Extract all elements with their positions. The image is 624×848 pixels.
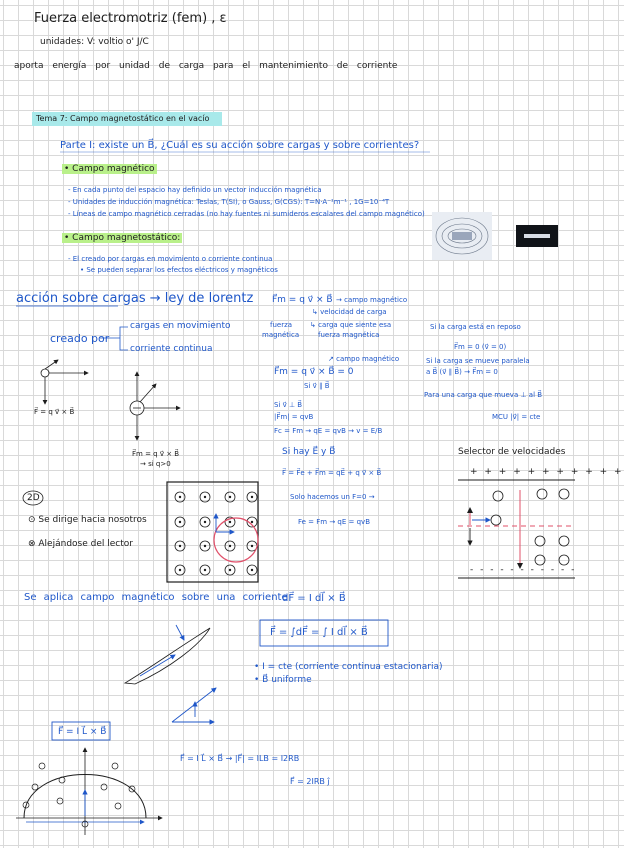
campo-item-2: - Unidades de inducción magnética: Teslas, T(SI), o Gauss, G(CGS): T=N·A⁻¹m⁻¹ , 1G=10⁻⁴T	[68, 198, 390, 206]
cond-2: • B⃗ uniforme	[254, 675, 312, 685]
selector-minus: - - - - - - - - - - -	[470, 565, 577, 575]
balance: Fe = Fm → qE = qvB	[298, 518, 370, 526]
frozen: Solo hacemos un F=0 →	[290, 493, 375, 501]
f-calc: F⃗ = I L⃗ × B⃗ → |F⃗| = ILB = I2RB	[180, 754, 300, 763]
integral-formula: F⃗ = ∫dF⃗ = ∫ I dl⃗ × B⃗	[270, 627, 368, 638]
campo-item-3: - Líneas de campo magnético cerradas (no hay fuentes ni sumideros escalares del campo magnético)	[68, 210, 425, 218]
df-formula: dF⃗ = I dl⃗ × B⃗	[282, 593, 346, 604]
carga-label: ↳ carga que siente esa	[310, 321, 392, 329]
magneto-item-2: • Se pueden separar los efectos eléctricos y magnéticos	[80, 266, 278, 274]
semicircle-wire	[16, 748, 162, 835]
header-title: Fuerza electromotriz (fem) , ε	[34, 11, 227, 26]
selector-plus: + + + + + + + + + + +	[470, 467, 624, 477]
f-qvb-label: F⃗ = q v⃗ × B⃗	[34, 408, 75, 416]
orbit-circle	[214, 518, 258, 562]
campo-title: • Campo magnético	[64, 164, 155, 174]
lorentz-formula: F⃗m = q v⃗ × B⃗	[272, 295, 333, 305]
fuerza-label-1: fuerza	[270, 321, 293, 329]
dim-circle	[23, 491, 43, 505]
magneto-item-1: - El creado por cargas en movimiento o corriente continua	[68, 255, 273, 263]
branch-cargas: cargas en movimiento	[130, 321, 231, 331]
mcu-2: MCU |v⃗| = cte	[492, 413, 541, 421]
branch-corriente: corriente continua	[130, 344, 213, 354]
field-grid-box	[167, 482, 258, 582]
lorentz-heading: acción sobre cargas → ley de lorentz	[16, 291, 254, 306]
header-units: unidades: V: voltio o' J/C	[40, 37, 149, 47]
boxed-formula: F⃗ = I L⃗ × B⃗	[58, 727, 107, 737]
mcu-1: Para una carga que mueva ⊥ al B⃗	[424, 391, 543, 399]
velocidad-label: ↳ velocidad de carga	[312, 308, 387, 316]
carga-label-2: fuerza magnética	[318, 331, 380, 339]
magneto-title: • Campo magnetostático:	[64, 233, 181, 243]
total-force: F⃗ = F⃗e + F⃗m = qE⃗ + q v⃗ × B⃗	[282, 469, 382, 477]
campo-item-1: - En cada punto del espacio hay definido un vector inducción magnética	[68, 186, 322, 194]
charge-diagram-left	[41, 360, 88, 404]
cond-1: • I = cte (corriente continua estacionaria)	[254, 662, 443, 672]
cross-legend: ⊗ Alejándose del lector	[28, 539, 133, 549]
f-eq: F⃗m = q v⃗ × B⃗ = 0	[274, 367, 354, 377]
topic-banner: Tema 7: Campo magnetostático en el vacío	[36, 114, 210, 123]
wire-element-diagram	[125, 625, 216, 722]
reposo-1: Si la carga está en reposo	[430, 323, 521, 331]
q-gt-0: → si q>0	[140, 460, 171, 468]
velocity-selector	[458, 480, 575, 578]
reposo-2: F⃗m = 0 (v⃗ = 0)	[454, 343, 507, 351]
v-par: Si v⃗ ∥ B⃗	[304, 382, 330, 390]
fm-mag: |F⃗m| = qvB	[274, 413, 314, 421]
boxed-frame	[52, 722, 110, 740]
paralelo-1: Si la carga se mueve paralela	[426, 357, 530, 365]
f-result: F⃗ = 2IRB ĵ	[290, 777, 330, 786]
e-b: Si hay E⃗ y B⃗	[282, 447, 336, 457]
campo-label: → campo magnético	[336, 296, 408, 304]
selector-title: Selector de velocidades	[458, 447, 566, 457]
part1-question: Parte I: existe un B⃗, ¿Cuál es su acción sobre cargas y sobre corrientes?	[60, 140, 420, 151]
creado-branches	[100, 327, 128, 350]
charge-diagram-middle	[130, 372, 180, 440]
v-perp: Si v⃗ ⊥ B⃗	[274, 401, 303, 409]
fuerza-label-2: magnética	[262, 331, 300, 339]
creado-por: creado por	[50, 332, 110, 345]
current-heading: Se aplica campo magnético sobre una corriente	[24, 592, 288, 603]
f-cm: ↗ campo magnético	[328, 355, 400, 363]
dot-legend: ⊙ Se dirige hacia nosotros	[28, 515, 147, 525]
dim-2d: 2D	[27, 493, 40, 503]
integral-box	[260, 620, 388, 646]
fm-eq-2: F⃗m = q v⃗ × B⃗	[132, 450, 180, 458]
fc-eq: Fc = Fm → qE = qvB → v = E/B	[274, 427, 383, 435]
header-definition: aporta energía por unidad de carga para el mantenimiento de corriente	[14, 61, 398, 71]
paralelo-2: a B⃗ (v⃗ ∥ B⃗) → F⃗m = 0	[426, 368, 498, 376]
